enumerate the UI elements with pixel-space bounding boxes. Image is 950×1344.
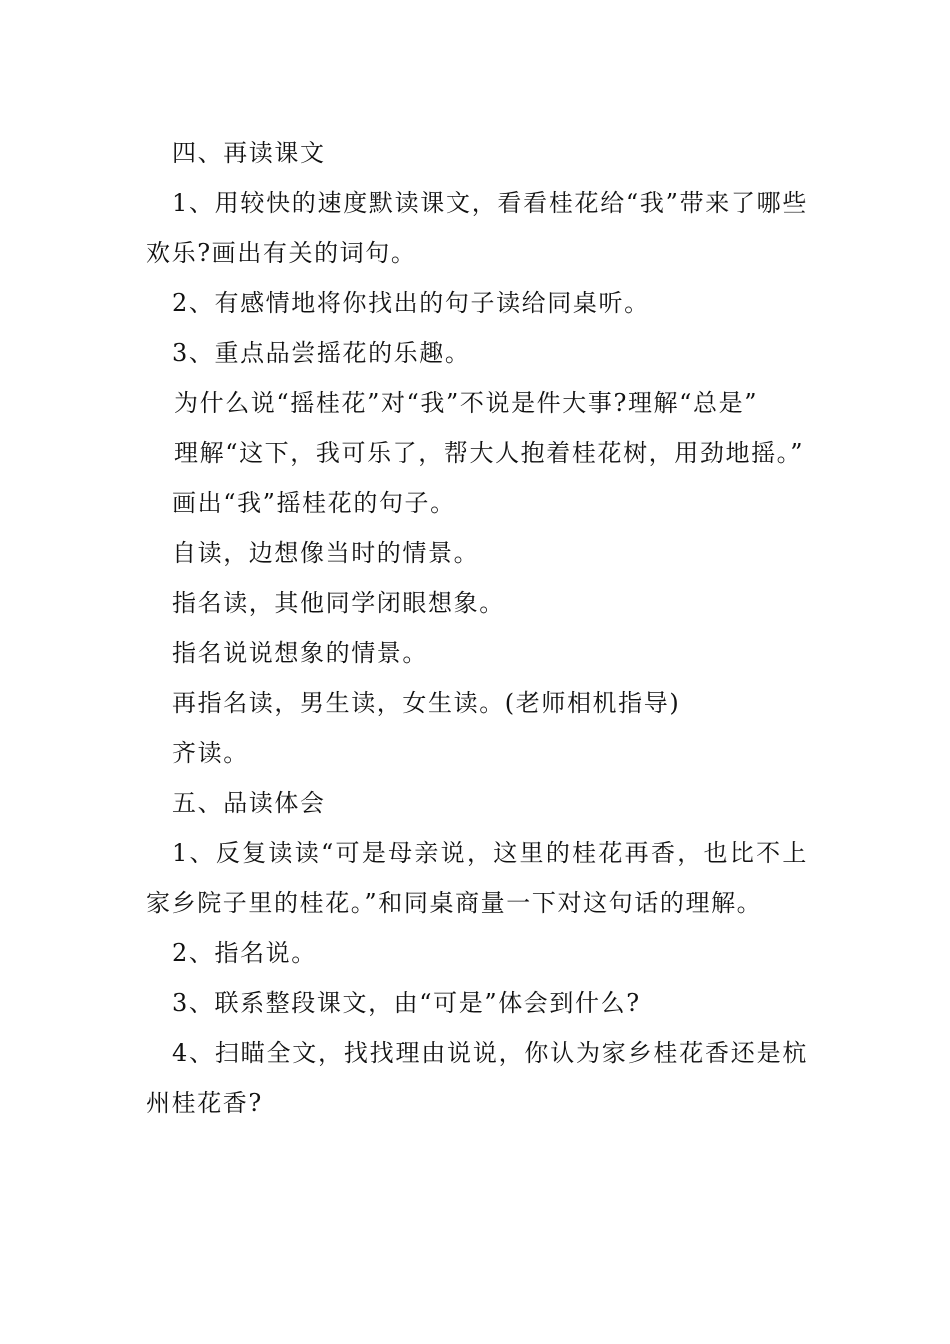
paragraph: 1、反复读读“可是母亲说，这里的桂花再香，也比不上家乡院子里的桂花。”和同桌商量一下对这句话的理解。 bbox=[146, 839, 808, 917]
paragraph: 3、重点品尝摇花的乐趣。 bbox=[172, 339, 471, 367]
paragraph: 画出“我”摇桂花的句子。 bbox=[172, 489, 456, 517]
paragraph: 指名说说想象的情景。 bbox=[172, 639, 428, 667]
section-heading-5: 五、品读体会 bbox=[172, 789, 326, 817]
paragraph: 4、扫瞄全文，找找理由说说，你认为家乡桂花香还是杭州桂花香? bbox=[146, 1039, 808, 1117]
section-heading-4: 四、再读课文 bbox=[172, 139, 326, 167]
paragraph: 为什么说“摇桂花”对“我”不说是件大事?理解“总是” bbox=[174, 389, 759, 417]
paragraph: 1、用较快的速度默读课文，看看桂花给“我”带来了哪些欢乐?画出有关的词句。 bbox=[146, 189, 808, 267]
document-body bbox=[146, 128, 808, 1128]
paragraph: 指名读，其他同学闭眼想象。 bbox=[172, 589, 505, 617]
paragraph: 自读，边想像当时的情景。 bbox=[172, 539, 480, 567]
paragraph: 2、指名说。 bbox=[172, 939, 317, 967]
paragraph: 再指名读，男生读，女生读。(老师相机指导) bbox=[172, 689, 681, 717]
paragraph: 2、有感情地将你找出的句子读给同桌听。 bbox=[172, 289, 650, 317]
paragraph: 3、联系整段课文，由“可是”体会到什么? bbox=[172, 989, 641, 1017]
paragraph: 理解“这下，我可乐了，帮大人抱着桂花树，用劲地摇。” bbox=[174, 439, 805, 467]
paragraph: 齐读。 bbox=[172, 739, 249, 767]
